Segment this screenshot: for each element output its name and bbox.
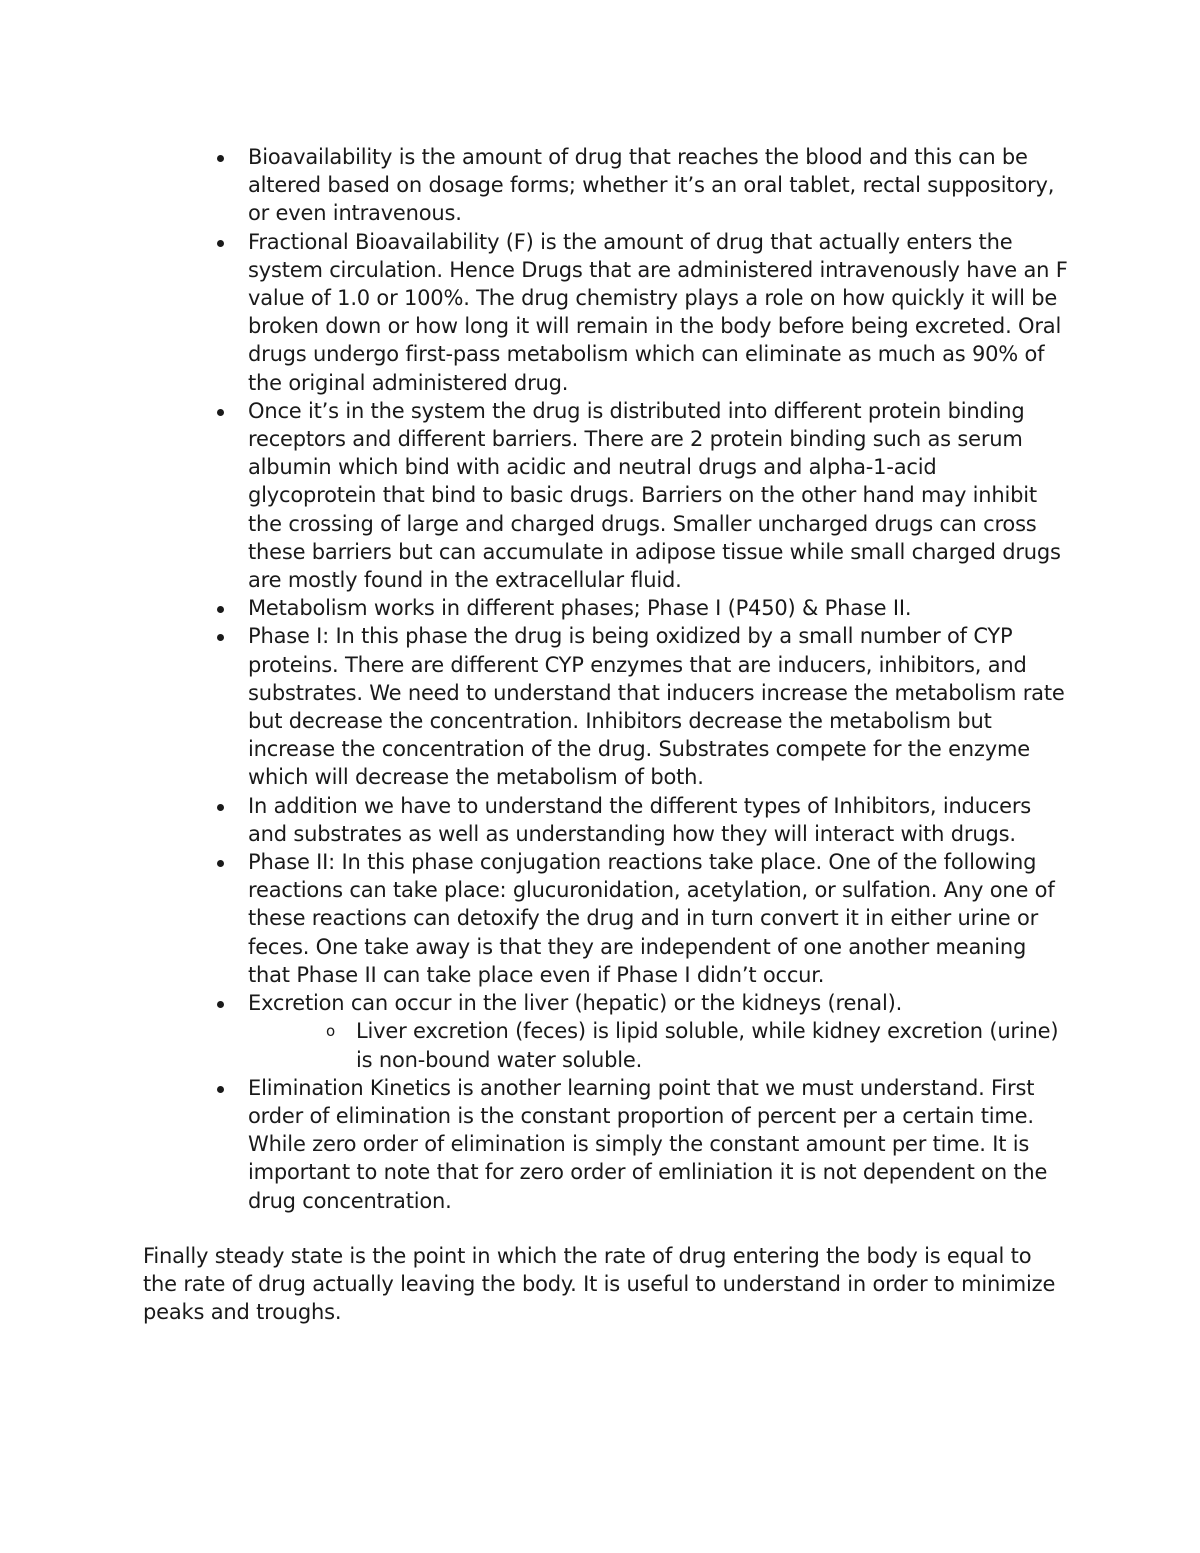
bullet-dot-icon xyxy=(217,409,224,416)
list-item xyxy=(248,989,1068,1074)
bullet-text: Bioavailability is the amount of drug that reaches the blood and this can be altered based on dosage forms; whether it’s an oral tablet, rectal suppository, or even intravenous. xyxy=(248,145,1055,226)
sub-bullet-marker: o xyxy=(326,1022,335,1041)
bullet-text: Elimination Kinetics is another learning point that we must understand. First order of elimination is the constant proportion of percent per a certain time. While zero order of elimination is simply the constant amount per time. It is important to note that for zero order of emliniation it is not dependent on the drug concentration. xyxy=(248,1075,1048,1213)
list-item xyxy=(248,848,1068,989)
bullet-text: Phase I: In this phase the drug is being oxidized by a small number of CYP proteins. There are different CYP enzymes that are inducers, inhibitors, and substrates. We need to understand that inducers increase the metabolism rate but decrease the concentration. Inhibitors decrease the metabolism but increase the concentration of the drug. Substrates compete for the enzyme which will decrease the metabolism of both. xyxy=(248,624,1065,790)
list-item xyxy=(248,594,1068,622)
bullet-dot-icon xyxy=(217,240,224,247)
bullet-text: Once it’s in the system the drug is distributed into different protein binding receptors and different barriers. There are 2 protein binding such as serum albumin which bind with acidic and neutral drugs and alpha-1-acid glycoprotein that bind to basic drugs. Barriers on the other hand may inhibit the crossing of large and charged drugs. Smaller uncharged drugs can cross these barriers but can accumulate in adipose tissue while small charged drugs are mostly found in the extracellular fluid. xyxy=(248,398,1061,593)
bullet-dot-icon xyxy=(217,1086,224,1093)
bullet-dot-icon xyxy=(217,634,224,641)
list-item xyxy=(248,1074,1068,1215)
bullet-dot-icon xyxy=(217,804,224,811)
bullet-text: Excretion can occur in the liver (hepatic) or the kidneys (renal). xyxy=(248,991,903,1016)
sub-bullet-text: Liver excretion (feces) is lipid soluble, while kidney excretion (urine) is non-bound water soluble. xyxy=(356,1019,1059,1072)
bullet-text: Phase II: In this phase conjugation reactions take place. One of the following reactions can take place: glucuronidation, acetylation, or sulfation. Any one of these reactions can detoxify the drug and in turn convert it in either urine or feces. One take away is that they are independent of one another meaning that Phase II can take place even if Phase I didn’t occur. xyxy=(248,850,1055,987)
sub-list-item xyxy=(326,1017,1068,1073)
bullet-text: In addition we have to understand the different types of Inhibitors, inducers and substrates as well as understanding how they will interact with drugs. xyxy=(248,793,1032,846)
bullet-dot-icon xyxy=(217,155,224,162)
bullet-dot-icon xyxy=(217,860,224,867)
sub-bullet-list xyxy=(248,1017,1068,1073)
list-item xyxy=(248,228,1068,397)
list-item xyxy=(248,792,1068,848)
bullet-text: Metabolism works in different phases; Phase I (P450) & Phase II. xyxy=(248,596,912,621)
bullet-dot-icon xyxy=(217,606,224,613)
bullet-text: Fractional Bioavailability (F) is the amount of drug that actually enters the system circulation. Hence Drugs that are administered intravenously have an F value of 1.0 or 100%. The drug chemistry plays a role on how quickly it will be broken down or how long it will remain in the body before being excreted. Oral drugs undergo first-pass metabolism which can eliminate as much as 90% of the original administered drug. xyxy=(248,229,1068,395)
bullet-dot-icon xyxy=(217,1001,224,1008)
list-item xyxy=(248,622,1068,791)
list-item xyxy=(248,397,1068,594)
list-item xyxy=(248,143,1068,228)
bullet-list xyxy=(248,143,1068,1215)
closing-paragraph: Finally steady state is the point in which the rate of drug entering the body is equal to the rate of drug actually leaving the body. It is useful to understand in order to minimize peaks and troughs. xyxy=(143,1244,1056,1325)
